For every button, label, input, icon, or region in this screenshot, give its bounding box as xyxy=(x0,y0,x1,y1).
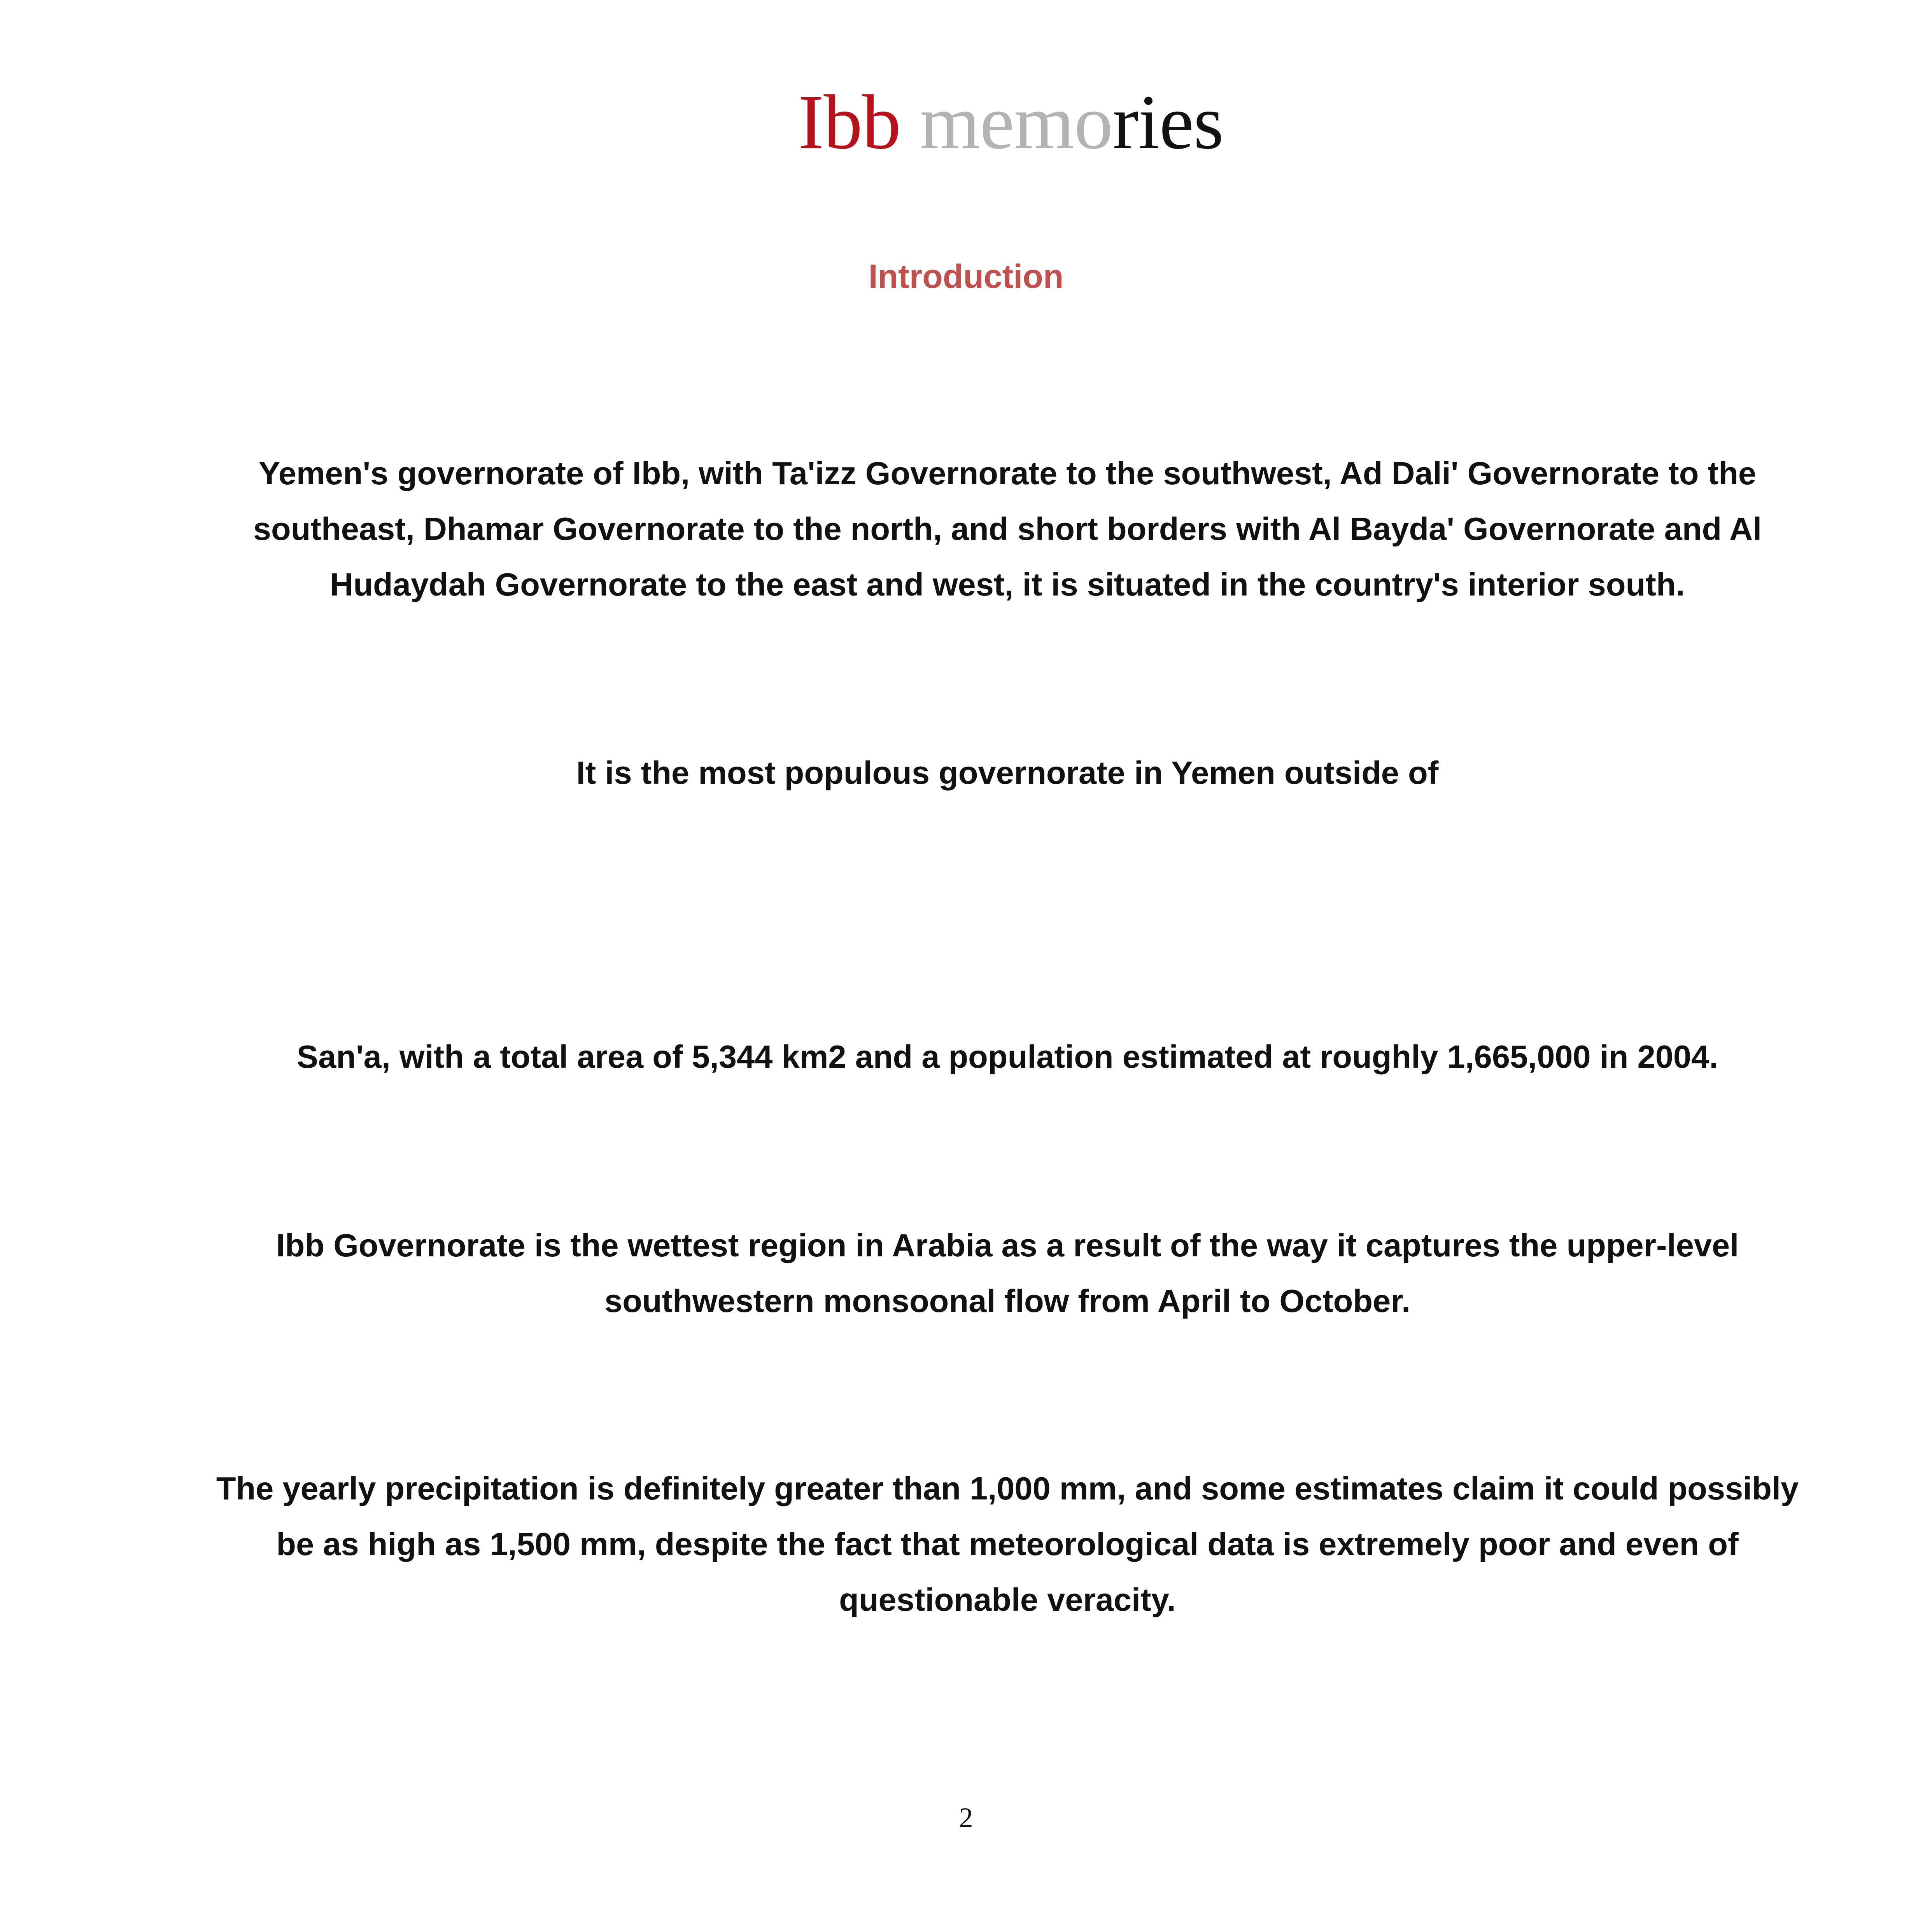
section-heading: Introduction xyxy=(868,258,1064,295)
paragraph-precipitation: The yearly precipitation is definitely greater than 1,000 mm, and some estimates claim it could possibly be as high as 1,500 mm, despite the fact that meteorological data is extremely poor and even of questionable veracity. xyxy=(216,1470,1799,1618)
paragraph-monsoon: Ibb Governorate is the wettest region in Arabia as a result of the way it captures the upper-level southwestern monsoonal flow from April to October. xyxy=(276,1227,1739,1319)
document-title xyxy=(0,76,1932,169)
page-number: 2 xyxy=(959,1802,973,1833)
paragraph-area-population: San'a, with a total area of 5,344 km2 and a population estimated at roughly 1,665,000 in 2004. xyxy=(296,1039,1718,1075)
title-part-memo: memo xyxy=(920,79,1113,165)
paragraph-location: Yemen's governorate of Ibb, with Ta'izz Governorate to the southwest, Ad Dali' Governorate to the southeast, Dhamar Governorate to the north, and short borders with Al Bayda' Governorate and Al Hudaydah Governorate to the east and west, it is situated in the country's interior south. xyxy=(253,455,1762,603)
title-part-ries: ries xyxy=(1112,79,1224,165)
title-part-ibb: Ibb xyxy=(798,79,920,165)
paragraph-population-intro: It is the most populous governorate in Yemen outside of xyxy=(576,755,1439,791)
